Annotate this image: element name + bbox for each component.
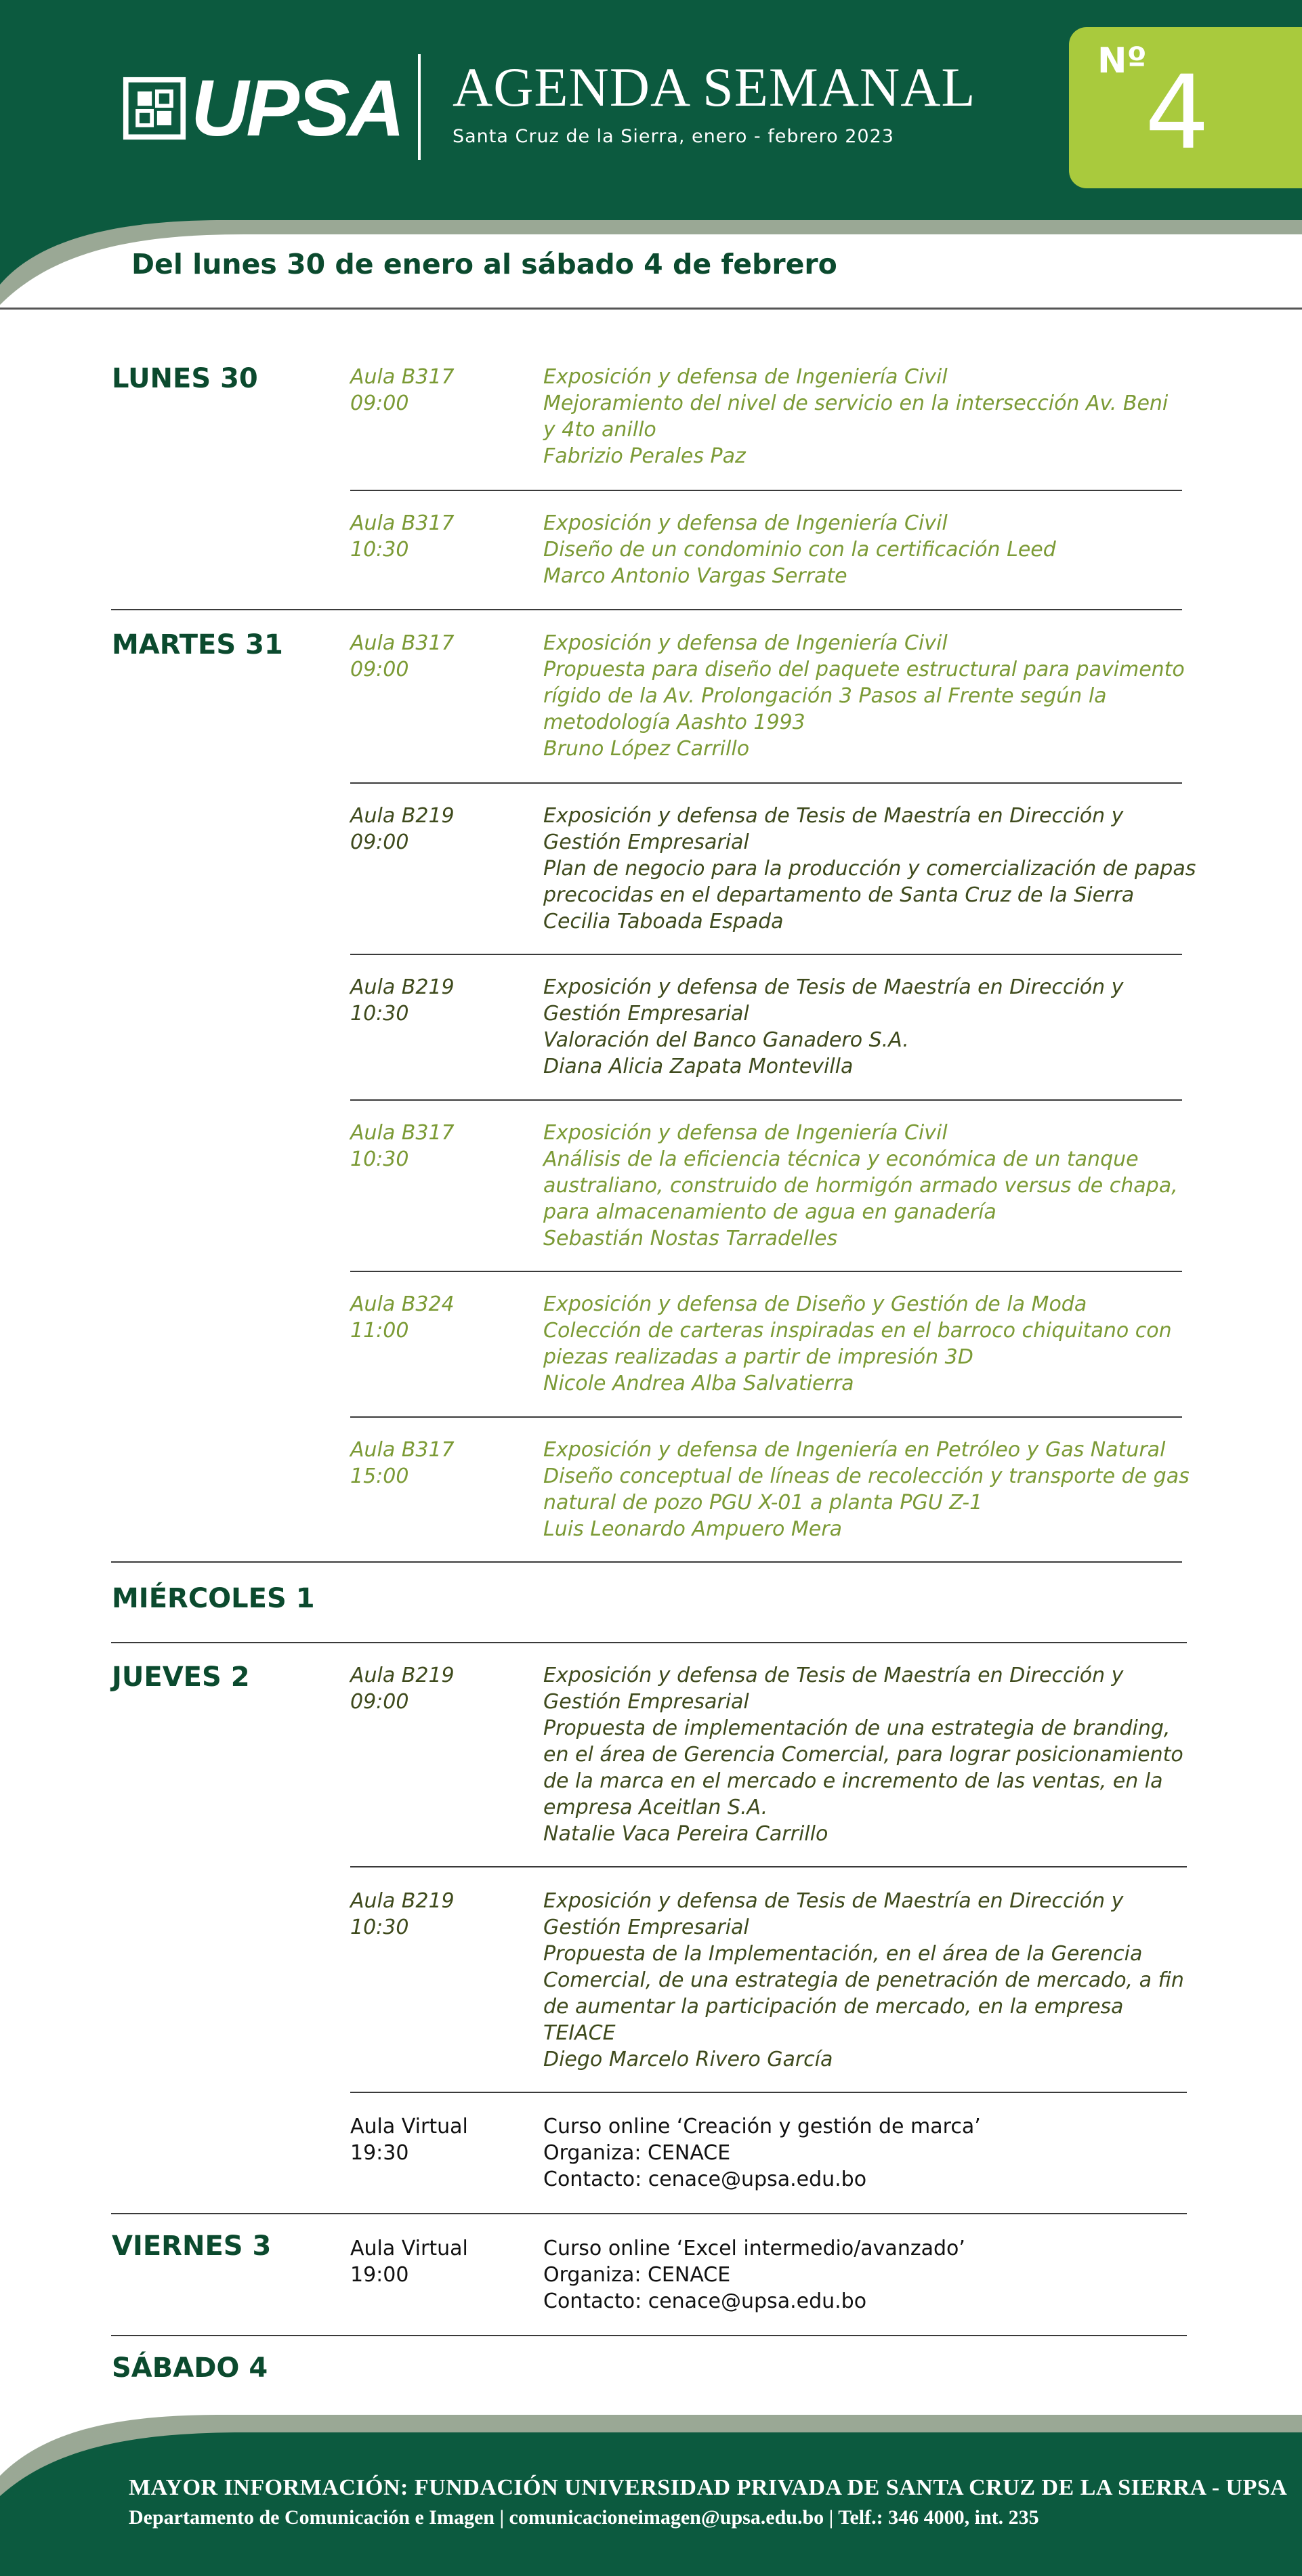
event-description (543, 364, 1168, 469)
event-room: Aula Virtual (350, 2115, 468, 2138)
day-label: VIERNES 3 (112, 2231, 272, 2262)
event-line: empresa Aceitlan S.A. (543, 1796, 768, 1819)
event-line: Sebastián Nostas Tarradelles (543, 1227, 838, 1250)
event-line: Plan de negocio para la producción y comercialización de papas (543, 857, 1196, 881)
event-line: de la marca en el mercado e incremento de las ventas, en la (543, 1769, 1163, 1793)
event-line: y 4to anillo (543, 418, 656, 442)
event-line: Organiza: CENACE (543, 2263, 731, 2287)
event-room: Aula B317 (350, 365, 455, 389)
event-room: Aula B219 (350, 1889, 455, 1913)
event-line: Gestión Empresarial (543, 830, 749, 854)
event-location (350, 1437, 455, 1490)
divider-rule (111, 1642, 1187, 1643)
event-location (350, 364, 455, 417)
event-location (350, 1662, 455, 1715)
event-line: Organiza: CENACE (543, 2141, 731, 2165)
event-line: Mejoramiento del nivel de servicio en la intersección Av. Beni (543, 392, 1169, 415)
event-location (350, 630, 455, 683)
event-time: 10:30 (350, 1147, 409, 1171)
event-line: Propuesta de la Implementación, en el área de la Gerencia (543, 1942, 1143, 1966)
event-description (543, 1120, 1178, 1252)
event-description (543, 2113, 981, 2193)
divider-rule (350, 1866, 1187, 1867)
event-line: Gestión Empresarial (543, 1916, 749, 1939)
issue-number: 4 (1145, 54, 1210, 172)
divider-rule (350, 1416, 1182, 1418)
event-location (350, 2235, 468, 2288)
issue-label: Nº (1097, 41, 1147, 81)
event-description (543, 510, 1056, 589)
event-location (350, 803, 455, 856)
event-time: 09:00 (350, 392, 409, 415)
day-label: SÁBADO 4 (112, 2352, 268, 2384)
event-time: 09:00 (350, 1690, 409, 1714)
event-line: para almacenamiento de agua en ganadería (543, 1200, 996, 1224)
event-room: Aula B317 (350, 1438, 455, 1462)
event-line: Contacto: cenace@upsa.edu.bo (543, 2289, 867, 2313)
event-time: 10:30 (350, 1916, 409, 1939)
event-line: Análisis de la eficiencia técnica y económica de un tanque (543, 1147, 1139, 1171)
event-location (350, 1120, 455, 1173)
date-range-title: Del lunes 30 de enero al sábado 4 de febrero (131, 248, 837, 280)
event-description (543, 2235, 965, 2315)
event-line: Natalie Vaca Pereira Carrillo (543, 1822, 828, 1846)
event-time: 10:30 (350, 538, 409, 562)
event-room: Aula B324 (350, 1292, 455, 1316)
event-line: de aumentar la participación de mercado, en la empresa (543, 1995, 1124, 2019)
event-line: Propuesta para diseño del paquete estructural para pavimento (543, 658, 1185, 681)
event-line: Exposición y defensa de Ingeniería Civil (543, 631, 948, 655)
event-line: Exposición y defensa de Ingeniería Civil (543, 511, 948, 535)
event-description (543, 974, 1123, 1080)
event-line: rígido de la Av. Prolongación 3 Pasos al Frente según la (543, 684, 1107, 708)
day-label: MARTES 31 (112, 629, 283, 660)
event-line: Exposición y defensa de Diseño y Gestión de la Moda (543, 1292, 1087, 1316)
event-line: piezas realizadas a partir de impresión 3D (543, 1345, 973, 1369)
page-subtitle: Santa Cruz de la Sierra, enero - febrero 2023 (453, 126, 894, 147)
event-location (350, 510, 455, 563)
event-line: Valoración del Banco Ganadero S.A. (543, 1028, 909, 1052)
event-line: metodología Aashto 1993 (543, 711, 805, 734)
event-time: 15:00 (350, 1464, 409, 1488)
header-divider (418, 54, 421, 160)
event-location (350, 1888, 455, 1941)
divider-rule (111, 2335, 1187, 2336)
event-line: Colección de carteras inspiradas en el barroco chiquitano con (543, 1319, 1172, 1343)
event-line: Exposición y defensa de Ingeniería en Petróleo y Gas Natural (543, 1438, 1166, 1462)
event-line: precocidas en el departamento de Santa Cruz de la Sierra (543, 883, 1135, 907)
header-rule (0, 308, 1302, 310)
event-line: Gestión Empresarial (543, 1002, 749, 1026)
event-room: Aula B317 (350, 1121, 455, 1145)
event-room: Aula B317 (350, 511, 455, 535)
divider-rule (111, 2213, 1187, 2214)
footer-contact: Departamento de Comunicación e Imagen | comunicacioneimagen@upsa.edu.bo | Telf.: 346 4000, int. 235 (129, 2506, 1039, 2529)
event-line: Exposición y defensa de Ingeniería Civil (543, 1121, 948, 1145)
event-description (543, 1662, 1183, 1847)
event-line: TEIACE (543, 2021, 616, 2045)
event-description (543, 1437, 1190, 1542)
divider-rule (350, 1099, 1182, 1101)
divider-rule (350, 782, 1182, 784)
event-line: Nicole Andrea Alba Salvatierra (543, 1372, 854, 1395)
event-description (543, 1291, 1172, 1397)
upsa-logo (122, 64, 402, 153)
divider-rule (350, 1271, 1182, 1272)
day-label: LUNES 30 (112, 363, 258, 394)
event-line: Diseño conceptual de líneas de recolección y transporte de gas (543, 1464, 1190, 1488)
divider-rule (350, 954, 1182, 955)
event-room: Aula B219 (350, 804, 455, 828)
event-line: australiano, construido de hormigón armado versus de chapa, (543, 1174, 1178, 1198)
event-line: Bruno López Carrillo (543, 737, 750, 761)
event-line: Marco Antonio Vargas Serrate (543, 564, 847, 588)
upsa-emblem-icon (122, 76, 187, 141)
event-location (350, 2113, 468, 2166)
event-line: Curso online ‘Excel intermedio/avanzado’ (543, 2237, 965, 2260)
event-description (543, 630, 1185, 762)
divider-rule (111, 609, 1182, 610)
event-room: Aula B317 (350, 631, 455, 655)
event-time: 09:00 (350, 830, 409, 854)
footer-info: MAYOR INFORMACIÓN: FUNDACIÓN UNIVERSIDAD PRIVADA DE SANTA CRUZ DE LA SIERRA - UPSA (129, 2475, 1288, 2500)
event-line: Contacto: cenace@upsa.edu.bo (543, 2168, 867, 2191)
event-line: Curso online ‘Creación y gestión de marca’ (543, 2115, 981, 2138)
event-line: Exposición y defensa de Tesis de Maestría en Dirección y (543, 1664, 1124, 1687)
event-room: Aula Virtual (350, 2237, 468, 2260)
day-label: JUEVES 2 (112, 1662, 250, 1693)
event-line: Luis Leonardo Ampuero Mera (543, 1517, 842, 1541)
event-room: Aula B219 (350, 1664, 455, 1687)
logo-wordmark: UPSA (191, 64, 402, 153)
event-line: Exposición y defensa de Tesis de Maestría en Dirección y (543, 804, 1124, 828)
event-line: Diana Alicia Zapata Montevilla (543, 1055, 854, 1078)
divider-rule (350, 2092, 1187, 2093)
event-room: Aula B219 (350, 975, 455, 999)
divider-rule (350, 490, 1182, 491)
event-line: Propuesta de implementación de una estrategia de branding, (543, 1716, 1171, 1740)
day-label: MIÉRCOLES 1 (112, 1583, 315, 1614)
event-line: Exposición y defensa de Tesis de Maestría en Dirección y (543, 975, 1124, 999)
event-line: Diego Marcelo Rivero García (543, 2048, 833, 2071)
divider-rule (111, 1561, 1182, 1563)
event-line: Comercial, de una estrategia de penetración de mercado, a fin (543, 1968, 1184, 1992)
event-line: en el área de Gerencia Comercial, para lograr posicionamiento (543, 1743, 1183, 1767)
issue-badge (1069, 27, 1302, 188)
event-line: natural de pozo PGU X-01 a planta PGU Z-1 (543, 1491, 983, 1515)
event-time: 10:30 (350, 1002, 409, 1026)
event-time: 19:30 (350, 2141, 409, 2165)
event-line: Gestión Empresarial (543, 1690, 749, 1714)
page-title: AGENDA SEMANAL (453, 56, 976, 118)
event-description (543, 1888, 1184, 2073)
event-time: 11:00 (350, 1319, 409, 1343)
event-line: Cecilia Taboada Espada (543, 910, 784, 933)
event-location (350, 1291, 455, 1344)
event-line: Exposición y defensa de Tesis de Maestría en Dirección y (543, 1889, 1124, 1913)
event-line: Diseño de un condominio con la certificación Leed (543, 538, 1056, 562)
event-line: Fabrizio Perales Paz (543, 444, 746, 468)
event-description (543, 803, 1196, 935)
event-location (350, 974, 455, 1027)
event-line: Exposición y defensa de Ingeniería Civil (543, 365, 948, 389)
event-time: 19:00 (350, 2263, 409, 2287)
event-time: 09:00 (350, 658, 409, 681)
